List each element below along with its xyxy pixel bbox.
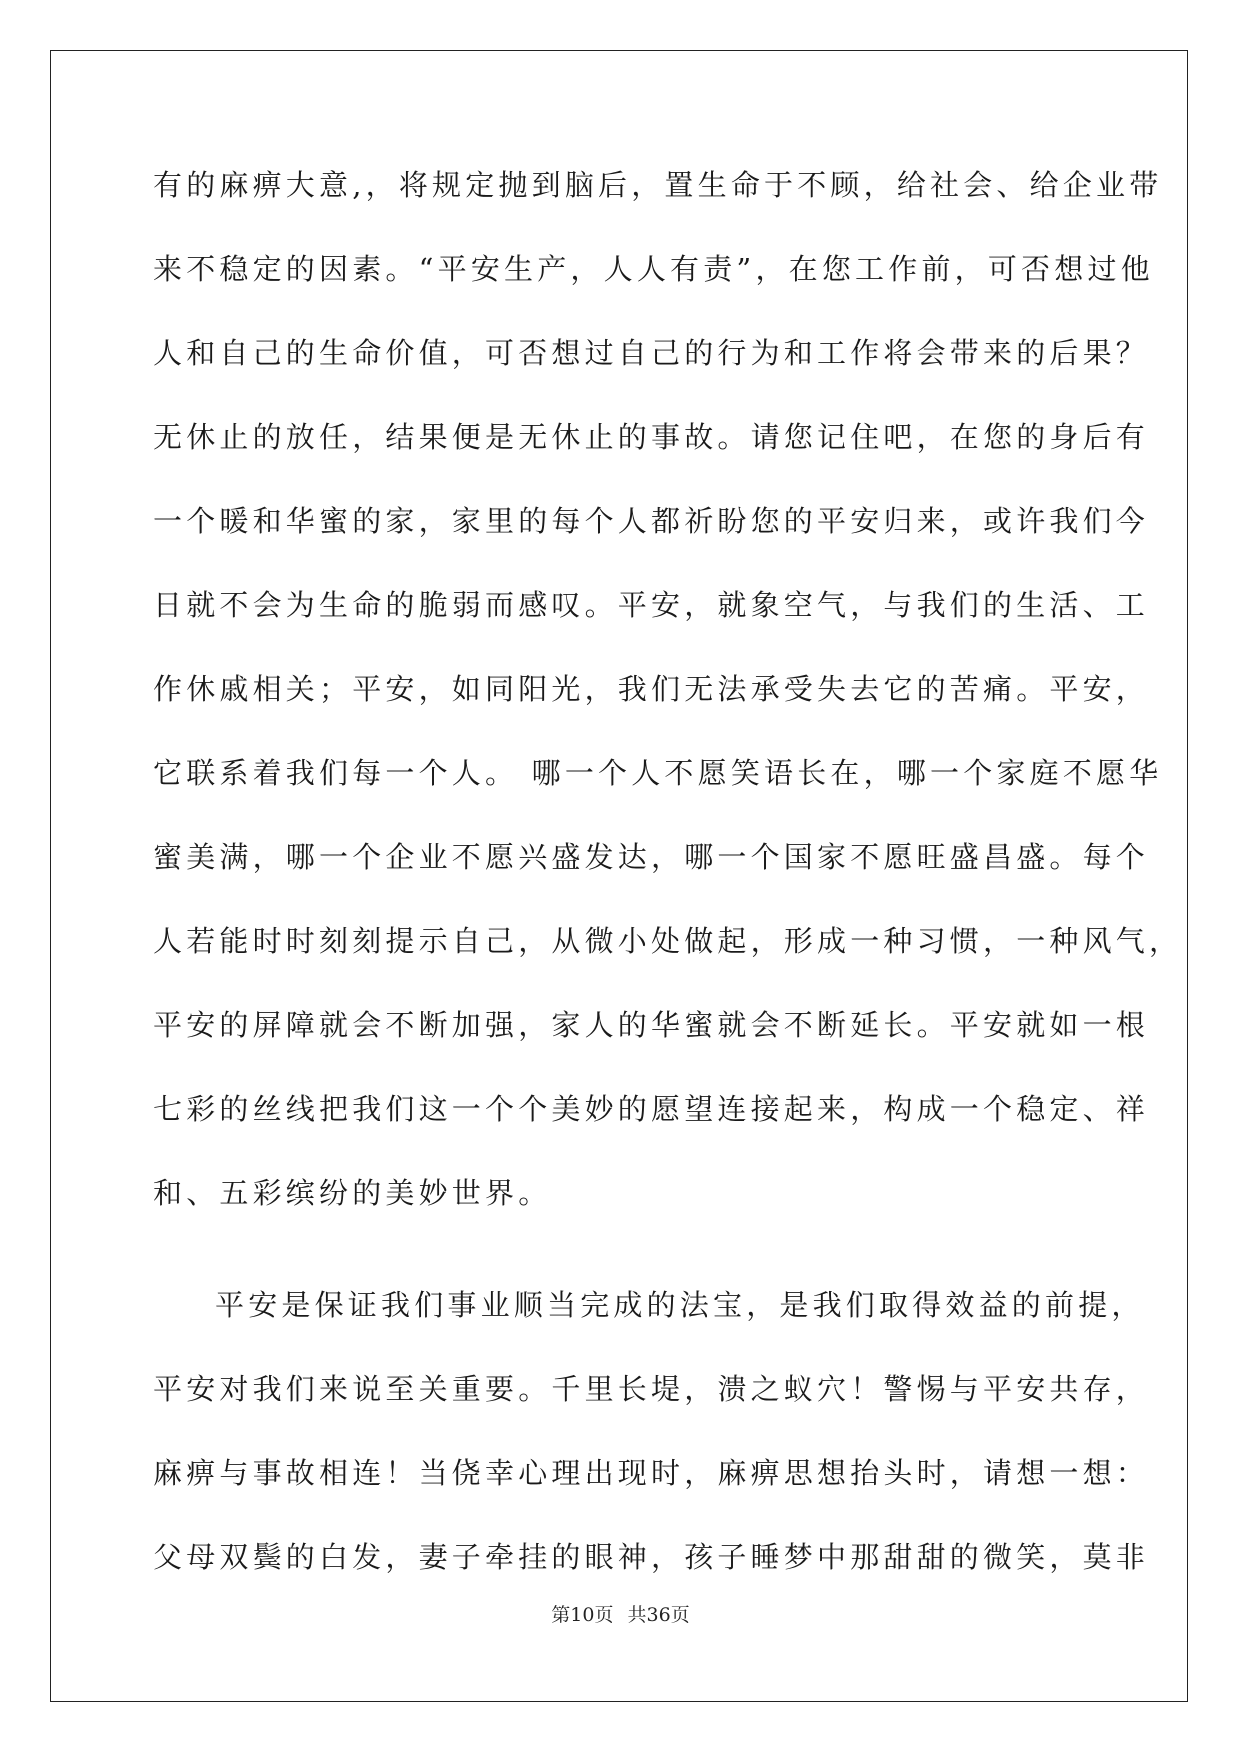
text-line: 来不稳定的因素。“平安生产，人人有责”，在您工作前，可否想过他 bbox=[153, 252, 1154, 286]
text-line: 和、五彩缤纷的美妙世界。 bbox=[153, 1176, 552, 1210]
text-line: 人和自己的生命价值，可否想过自己的行为和工作将会带来的后果？ bbox=[153, 336, 1150, 370]
text-line: 人若能时时刻刻提示自己，从微小处做起，形成一种习惯，一种风气， bbox=[153, 924, 1183, 958]
paragraph-spacer bbox=[153, 1247, 1093, 1275]
text-line: 作休戚相关；平安，如同阳光，我们无法承受失去它的苦痛。平安， bbox=[153, 672, 1150, 706]
text-line: 一个暖和华蜜的家，家里的每个人都祈盼您的平安归来，或许我们今 bbox=[153, 504, 1150, 538]
paragraph-2 bbox=[153, 1275, 1150, 1611]
page-footer bbox=[0, 1600, 1241, 1627]
text-line: 它联系着我们每一个人。 哪一个人不愿笑语长在，哪一个家庭不愿华 bbox=[153, 756, 1163, 790]
text-line: 七彩的丝线把我们这一个个美妙的愿望连接起来，构成一个稳定、祥 bbox=[153, 1092, 1150, 1126]
text-line: 父母双鬓的白发，妻子牵挂的眼神，孩子睡梦中那甜甜的微笑，莫非 bbox=[153, 1540, 1150, 1574]
text-line: 无休止的放任，结果便是无休止的事故。请您记住吧，在您的身后有 bbox=[153, 420, 1150, 454]
total-pages: 共36页 bbox=[627, 1604, 690, 1626]
text-line-indented: 平安是保证我们事业顺当完成的法宝，是我们取得效益的前提， bbox=[215, 1288, 1145, 1322]
text-line: 麻痹与事故相连！当侥幸心理出现时，麻痹思想抬头时，请想一想： bbox=[153, 1456, 1150, 1490]
text-line: 日就不会为生命的脆弱而感叹。平安，就象空气，与我们的生活、工 bbox=[153, 588, 1150, 622]
page-number: 第10页 bbox=[551, 1604, 614, 1626]
text-line: 有的麻痹大意,，将规定抛到脑后，置生命于不顾，给社会、给企业带 bbox=[153, 168, 1163, 202]
text-line: 平安对我们来说至关重要。千里长堤，溃之蚁穴！警惕与平安共存， bbox=[153, 1372, 1150, 1406]
document-body bbox=[153, 155, 1183, 1611]
paragraph-1 bbox=[153, 155, 1183, 1247]
text-line: 蜜美满，哪一个企业不愿兴盛发达，哪一个国家不愿旺盛昌盛。每个 bbox=[153, 840, 1150, 874]
text-line: 平安的屏障就会不断加强，家人的华蜜就会不断延长。平安就如一根 bbox=[153, 1008, 1150, 1042]
